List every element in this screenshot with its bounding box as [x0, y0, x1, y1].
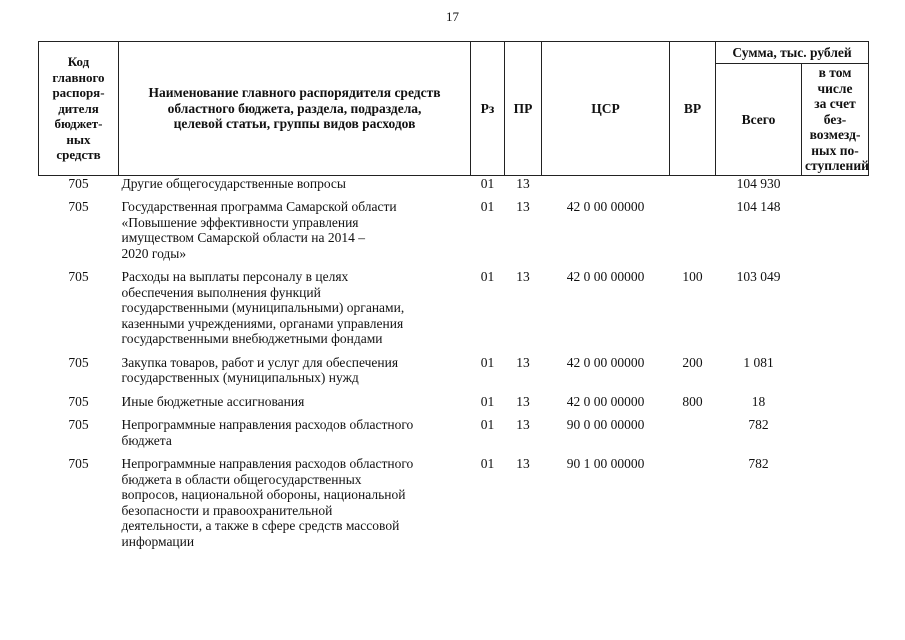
row-code: 705 — [68, 199, 89, 214]
row-code: 705 — [68, 393, 89, 409]
row-code: 705 — [68, 175, 89, 191]
row-total: 104 148 — [736, 199, 781, 214]
row-vr — [670, 456, 716, 557]
row-free — [802, 456, 869, 557]
header-sum: Сумма, тыс. рублей — [716, 42, 869, 64]
row-vr — [670, 199, 716, 269]
row-csr: 42 0 00 00000 — [566, 354, 645, 370]
row-code: 705 — [68, 456, 89, 471]
row-csr — [542, 175, 670, 199]
row-rz: 01 — [480, 354, 495, 370]
table-row — [39, 175, 869, 199]
row-total: 782 — [748, 417, 769, 432]
table-row — [39, 199, 869, 269]
row-rz: 01 — [480, 456, 495, 471]
header-free: в том числе за счет без- возмезд- ных по- ступлений — [802, 64, 869, 176]
row-total: 1 081 — [743, 354, 774, 370]
row-name: Расходы на выплаты персоналу в целях обеспечения выполнения функций государственными (муниципальными) органами, казенными учреждениями, органами управления государственными внебюджетными фондами — [121, 269, 405, 346]
header-csr: ЦСР — [542, 42, 670, 176]
row-csr: 42 0 00 00000 — [566, 269, 645, 284]
table-row — [39, 456, 869, 557]
row-name: Государственная программа Самарской области «Повышение эффективности управления имуществом Самарской области на 2014 – 2020 годы» — [121, 199, 397, 261]
row-vr: 200 — [682, 354, 703, 370]
row-total: 18 — [751, 393, 766, 409]
table-row — [39, 394, 869, 418]
header-vr: ВР — [670, 42, 716, 176]
row-vr: 800 — [682, 393, 703, 409]
row-rz: 01 — [480, 199, 495, 214]
row-pr: 13 — [516, 199, 530, 214]
row-total: 103 049 — [736, 269, 781, 284]
budget-table — [38, 41, 869, 557]
row-csr: 90 1 00 00000 — [566, 456, 645, 471]
header-pr: ПР — [505, 42, 542, 176]
row-pr: 13 — [516, 417, 530, 432]
row-pr: 13 — [516, 354, 530, 370]
row-vr: 100 — [682, 269, 703, 284]
row-code: 705 — [68, 354, 89, 370]
row-rz: 01 — [480, 269, 495, 284]
row-code: 705 — [68, 417, 89, 432]
row-name: Непрограммные направления расходов областного бюджета в области общегосударственных вопросов, национальной обороны, национальной безопасности и правоохранительной деятельности, а также в сфере средств массовой информации — [121, 456, 414, 549]
row-free — [802, 269, 869, 355]
row-name: Закупка товаров, работ и услуг для обеспечения государственных (муниципальных) нужд — [121, 354, 399, 385]
header-code: Код главного распоря- дителя бюджет- ных средств — [39, 42, 119, 176]
table-row — [39, 269, 869, 355]
row-rz: 01 — [480, 175, 495, 191]
row-free — [802, 394, 869, 418]
row-vr — [670, 417, 716, 456]
row-name: Другие общегосударственные вопросы — [121, 175, 346, 191]
row-vr — [670, 175, 716, 199]
table-row — [39, 355, 869, 394]
row-free — [802, 199, 869, 269]
table-row — [39, 417, 869, 456]
row-total: 782 — [748, 456, 769, 471]
row-pr: 13 — [516, 269, 530, 284]
page-number: 17 — [446, 9, 459, 24]
row-rz: 01 — [480, 393, 495, 409]
row-code: 705 — [68, 269, 89, 284]
row-rz: 01 — [480, 417, 495, 432]
row-pr: 13 — [516, 456, 530, 471]
table-body — [39, 175, 869, 557]
row-total: 104 930 — [736, 175, 781, 191]
row-csr: 42 0 00 00000 — [566, 199, 645, 214]
table-header — [39, 42, 869, 176]
row-free — [802, 175, 869, 199]
row-free — [802, 355, 869, 394]
header-total: Всего — [716, 64, 802, 176]
row-csr: 90 0 00 00000 — [566, 417, 645, 432]
row-name: Иные бюджетные ассигнования — [121, 393, 305, 409]
row-free — [802, 417, 869, 456]
row-csr: 42 0 00 00000 — [566, 393, 645, 409]
row-name: Непрограммные направления расходов областного бюджета — [121, 417, 414, 448]
header-rz: Рз — [471, 42, 505, 176]
row-pr: 13 — [516, 393, 530, 409]
header-name: Наименование главного распорядителя средств областного бюджета, раздела, подраздела, целевой статьи, группы видов расходов — [119, 42, 471, 176]
row-pr: 13 — [516, 175, 530, 191]
